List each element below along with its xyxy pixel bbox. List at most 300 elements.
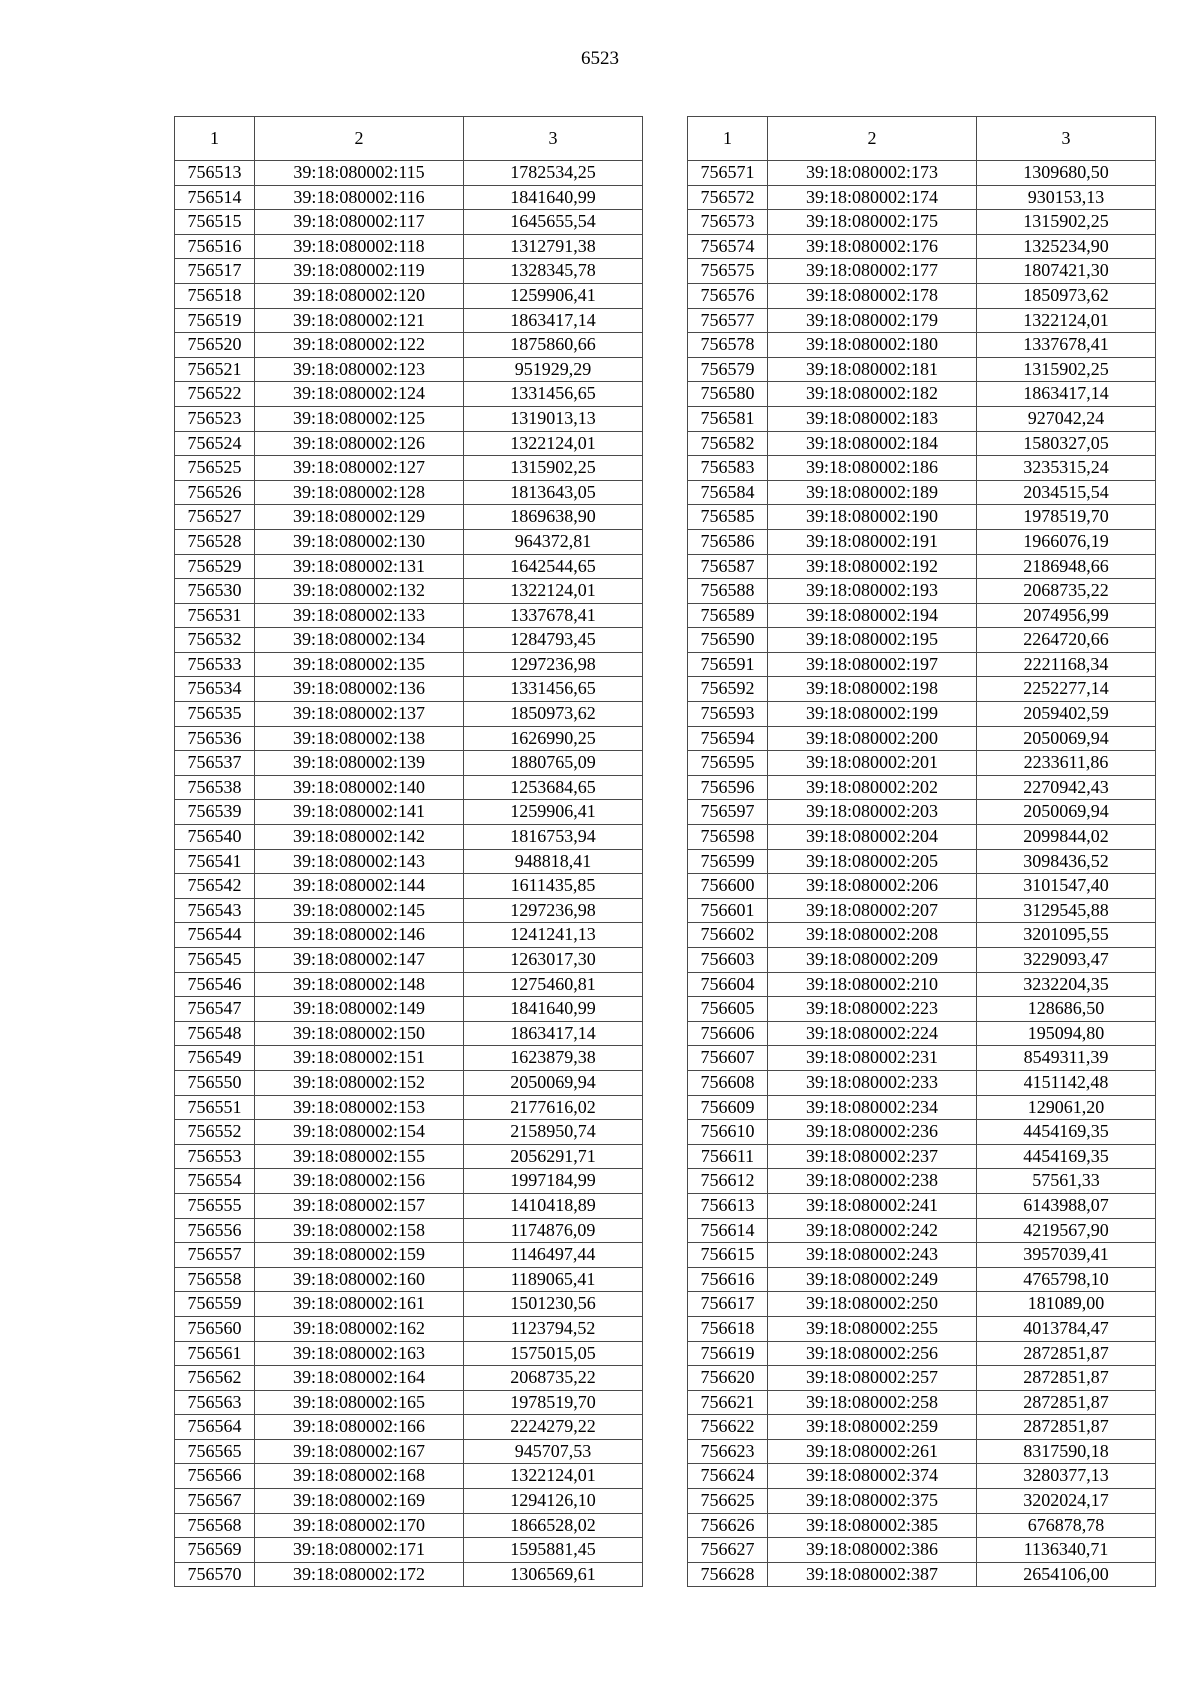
table-row: [175, 1439, 643, 1464]
row-number: 756609: [688, 1095, 768, 1120]
cadastral-number: 39:18:080002:170: [255, 1513, 464, 1538]
cadastral-number: 39:18:080002:209: [768, 948, 977, 973]
table-row: [688, 1095, 1156, 1120]
row-number: 756599: [688, 849, 768, 874]
cadastral-number: 39:18:080002:243: [768, 1243, 977, 1268]
cadastral-value: 1322124,01: [977, 308, 1156, 333]
cadastral-number: 39:18:080002:194: [768, 603, 977, 628]
table-row: [175, 1292, 643, 1317]
row-number: 756557: [175, 1243, 255, 1268]
table-row: [175, 1046, 643, 1071]
table-row: [175, 1267, 643, 1292]
cadastral-number: 39:18:080002:172: [255, 1562, 464, 1587]
table-row: [175, 161, 643, 186]
cadastral-value: 1595881,45: [464, 1538, 643, 1563]
cadastral-value: 8549311,39: [977, 1046, 1156, 1071]
table-row: [688, 1120, 1156, 1145]
cadastral-number: 39:18:080002:186: [768, 456, 977, 481]
table-row: [688, 726, 1156, 751]
table-row: [688, 406, 1156, 431]
row-number: 756577: [688, 308, 768, 333]
table-row: [688, 456, 1156, 481]
cadastral-number: 39:18:080002:135: [255, 652, 464, 677]
cadastral-value: 4151142,48: [977, 1070, 1156, 1095]
cadastral-number: 39:18:080002:117: [255, 210, 464, 235]
cadastral-value: 1410418,89: [464, 1193, 643, 1218]
cadastral-value: 1626990,25: [464, 726, 643, 751]
table-row: [175, 849, 643, 874]
cadastral-value: 3232204,35: [977, 972, 1156, 997]
row-number: 756587: [688, 554, 768, 579]
table-row: [688, 1218, 1156, 1243]
cadastral-value: 1863417,14: [464, 1021, 643, 1046]
row-number: 756563: [175, 1390, 255, 1415]
table-header: [175, 117, 643, 161]
cadastral-number: 39:18:080002:122: [255, 333, 464, 358]
row-number: 756551: [175, 1095, 255, 1120]
table-row: [688, 1316, 1156, 1341]
table-row: [175, 431, 643, 456]
row-number: 756591: [688, 652, 768, 677]
cadastral-number: 39:18:080002:208: [768, 923, 977, 948]
table-row: [175, 480, 643, 505]
cadastral-value: 1322124,01: [464, 431, 643, 456]
cadastral-number: 39:18:080002:197: [768, 652, 977, 677]
table-row: [688, 923, 1156, 948]
table-row: [688, 1390, 1156, 1415]
cadastral-value: 1294126,10: [464, 1489, 643, 1514]
table-row: [175, 825, 643, 850]
cadastral-number: 39:18:080002:210: [768, 972, 977, 997]
cadastral-value: 1866528,02: [464, 1513, 643, 1538]
table-row: [175, 259, 643, 284]
cadastral-number: 39:18:080002:238: [768, 1169, 977, 1194]
cadastral-number: 39:18:080002:133: [255, 603, 464, 628]
cadastral-value: 3201095,55: [977, 923, 1156, 948]
cadastral-number: 39:18:080002:249: [768, 1267, 977, 1292]
cadastral-value: 1816753,94: [464, 825, 643, 850]
page-number: 6523: [581, 48, 619, 69]
row-number: 756613: [688, 1193, 768, 1218]
cadastral-number: 39:18:080002:132: [255, 579, 464, 604]
cadastral-number: 39:18:080002:204: [768, 825, 977, 850]
table-row: [688, 775, 1156, 800]
cadastral-value: 1623879,38: [464, 1046, 643, 1071]
cadastral-value: 1880765,09: [464, 751, 643, 776]
cadastral-value: 2056291,71: [464, 1144, 643, 1169]
row-number: 756576: [688, 283, 768, 308]
header-col-2: 2: [255, 117, 464, 161]
row-number: 756592: [688, 677, 768, 702]
cadastral-number: 39:18:080002:125: [255, 406, 464, 431]
row-number: 756575: [688, 259, 768, 284]
cadastral-value: 2158950,74: [464, 1120, 643, 1145]
cadastral-number: 39:18:080002:123: [255, 357, 464, 382]
cadastral-value: 2233611,86: [977, 751, 1156, 776]
row-number: 756514: [175, 185, 255, 210]
cadastral-number: 39:18:080002:190: [768, 505, 977, 530]
cadastral-number: 39:18:080002:158: [255, 1218, 464, 1243]
cadastral-number: 39:18:080002:161: [255, 1292, 464, 1317]
cadastral-value: 1322124,01: [464, 579, 643, 604]
table-row: [175, 1390, 643, 1415]
table-row: [688, 898, 1156, 923]
cadastral-value: 3202024,17: [977, 1489, 1156, 1514]
row-number: 756549: [175, 1046, 255, 1071]
table-row: [688, 480, 1156, 505]
table-row: [688, 1169, 1156, 1194]
table-row: [175, 1243, 643, 1268]
cadastral-number: 39:18:080002:142: [255, 825, 464, 850]
table-row: [688, 1267, 1156, 1292]
row-number: 756617: [688, 1292, 768, 1317]
cadastral-value: 1319013,13: [464, 406, 643, 431]
cadastral-value: 1966076,19: [977, 529, 1156, 554]
row-number: 756568: [175, 1513, 255, 1538]
table-row: [175, 1120, 643, 1145]
cadastral-number: 39:18:080002:128: [255, 480, 464, 505]
cadastral-value: 2654106,00: [977, 1562, 1156, 1587]
row-number: 756542: [175, 874, 255, 899]
row-number: 756552: [175, 1120, 255, 1145]
cadastral-number: 39:18:080002:259: [768, 1415, 977, 1440]
header-col-1: 1: [688, 117, 768, 161]
table-row: [688, 1021, 1156, 1046]
table-row: [688, 357, 1156, 382]
cadastral-value: 1863417,14: [464, 308, 643, 333]
cadastral-number: 39:18:080002:180: [768, 333, 977, 358]
row-number: 756555: [175, 1193, 255, 1218]
cadastral-number: 39:18:080002:167: [255, 1439, 464, 1464]
cadastral-value: 1813643,05: [464, 480, 643, 505]
cadastral-value: 1841640,99: [464, 185, 643, 210]
cadastral-number: 39:18:080002:231: [768, 1046, 977, 1071]
cadastral-value: 2872851,87: [977, 1390, 1156, 1415]
row-number: 756628: [688, 1562, 768, 1587]
table-row: [688, 603, 1156, 628]
cadastral-value: 1241241,13: [464, 923, 643, 948]
header-col-3: 3: [977, 117, 1156, 161]
row-number: 756595: [688, 751, 768, 776]
cadastral-number: 39:18:080002:131: [255, 554, 464, 579]
cadastral-value: 4013784,47: [977, 1316, 1156, 1341]
cadastral-value: 2872851,87: [977, 1341, 1156, 1366]
row-number: 756624: [688, 1464, 768, 1489]
table-row: [175, 726, 643, 751]
row-number: 756620: [688, 1366, 768, 1391]
cadastral-value: 2270942,43: [977, 775, 1156, 800]
table-row: [175, 775, 643, 800]
row-number: 756532: [175, 628, 255, 653]
row-number: 756531: [175, 603, 255, 628]
cadastral-value: 1284793,45: [464, 628, 643, 653]
row-number: 756565: [175, 1439, 255, 1464]
cadastral-table-left: [174, 116, 643, 1587]
table-row: [175, 1193, 643, 1218]
table-row: [688, 185, 1156, 210]
cadastral-value: 1297236,98: [464, 652, 643, 677]
cadastral-number: 39:18:080002:140: [255, 775, 464, 800]
cadastral-number: 39:18:080002:152: [255, 1070, 464, 1095]
table-row: [175, 333, 643, 358]
table-row: [688, 652, 1156, 677]
table-row: [688, 210, 1156, 235]
row-number: 756601: [688, 898, 768, 923]
table-row: [688, 702, 1156, 727]
cadastral-value: 948818,41: [464, 849, 643, 874]
row-number: 756537: [175, 751, 255, 776]
row-number: 756526: [175, 480, 255, 505]
row-number: 756567: [175, 1489, 255, 1514]
cadastral-number: 39:18:080002:256: [768, 1341, 977, 1366]
table-row: [175, 1562, 643, 1587]
table-row: [175, 308, 643, 333]
cadastral-number: 39:18:080002:146: [255, 923, 464, 948]
cadastral-number: 39:18:080002:149: [255, 997, 464, 1022]
cadastral-number: 39:18:080002:156: [255, 1169, 464, 1194]
cadastral-number: 39:18:080002:137: [255, 702, 464, 727]
row-number: 756604: [688, 972, 768, 997]
table-row: [175, 185, 643, 210]
cadastral-number: 39:18:080002:206: [768, 874, 977, 899]
table-row: [688, 677, 1156, 702]
cadastral-value: 2224279,22: [464, 1415, 643, 1440]
table-row: [688, 997, 1156, 1022]
row-number: 756578: [688, 333, 768, 358]
cadastral-number: 39:18:080002:201: [768, 751, 977, 776]
row-number: 756559: [175, 1292, 255, 1317]
table-row: [688, 1046, 1156, 1071]
table-row: [175, 1144, 643, 1169]
table-row: [175, 1021, 643, 1046]
cadastral-number: 39:18:080002:166: [255, 1415, 464, 1440]
cadastral-value: 1869638,90: [464, 505, 643, 530]
cadastral-value: 1315902,25: [977, 357, 1156, 382]
table-row: [175, 554, 643, 579]
header-col-2: 2: [768, 117, 977, 161]
cadastral-number: 39:18:080002:200: [768, 726, 977, 751]
cadastral-number: 39:18:080002:145: [255, 898, 464, 923]
cadastral-value: 2177616,02: [464, 1095, 643, 1120]
cadastral-number: 39:18:080002:116: [255, 185, 464, 210]
cadastral-value: 2034515,54: [977, 480, 1156, 505]
row-number: 756528: [175, 529, 255, 554]
table-row: [175, 1464, 643, 1489]
table-row: [688, 259, 1156, 284]
cadastral-value: 1850973,62: [464, 702, 643, 727]
row-number: 756525: [175, 456, 255, 481]
cadastral-value: 1337678,41: [977, 333, 1156, 358]
cadastral-value: 181089,00: [977, 1292, 1156, 1317]
table-row: [175, 234, 643, 259]
row-number: 756541: [175, 849, 255, 874]
cadastral-value: 1501230,56: [464, 1292, 643, 1317]
row-number: 756621: [688, 1390, 768, 1415]
row-number: 756573: [688, 210, 768, 235]
table-row: [688, 161, 1156, 186]
cadastral-number: 39:18:080002:181: [768, 357, 977, 382]
cadastral-value: 1146497,44: [464, 1243, 643, 1268]
row-number: 756540: [175, 825, 255, 850]
table-row: [175, 456, 643, 481]
cadastral-value: 1189065,41: [464, 1267, 643, 1292]
cadastral-value: 676878,78: [977, 1513, 1156, 1538]
row-number: 756529: [175, 554, 255, 579]
cadastral-number: 39:18:080002:183: [768, 406, 977, 431]
cadastral-number: 39:18:080002:223: [768, 997, 977, 1022]
cadastral-number: 39:18:080002:147: [255, 948, 464, 973]
cadastral-number: 39:18:080002:242: [768, 1218, 977, 1243]
row-number: 756600: [688, 874, 768, 899]
table-row: [175, 1341, 643, 1366]
cadastral-number: 39:18:080002:205: [768, 849, 977, 874]
row-number: 756594: [688, 726, 768, 751]
cadastral-number: 39:18:080002:143: [255, 849, 464, 874]
cadastral-number: 39:18:080002:233: [768, 1070, 977, 1095]
cadastral-number: 39:18:080002:177: [768, 259, 977, 284]
cadastral-value: 1328345,78: [464, 259, 643, 284]
row-number: 756581: [688, 406, 768, 431]
cadastral-value: 1978519,70: [977, 505, 1156, 530]
cadastral-value: 6143988,07: [977, 1193, 1156, 1218]
row-number: 756579: [688, 357, 768, 382]
cadastral-number: 39:18:080002:148: [255, 972, 464, 997]
table-row: [688, 800, 1156, 825]
row-number: 756554: [175, 1169, 255, 1194]
row-number: 756580: [688, 382, 768, 407]
cadastral-value: 1136340,71: [977, 1538, 1156, 1563]
table-row: [688, 1144, 1156, 1169]
table-row: [175, 1070, 643, 1095]
cadastral-value: 1580327,05: [977, 431, 1156, 456]
cadastral-value: 951929,29: [464, 357, 643, 382]
table-row: [688, 554, 1156, 579]
row-number: 756547: [175, 997, 255, 1022]
cadastral-value: 2872851,87: [977, 1366, 1156, 1391]
cadastral-number: 39:18:080002:121: [255, 308, 464, 333]
cadastral-value: 4765798,10: [977, 1267, 1156, 1292]
cadastral-number: 39:18:080002:164: [255, 1366, 464, 1391]
cadastral-number: 39:18:080002:151: [255, 1046, 464, 1071]
cadastral-number: 39:18:080002:165: [255, 1390, 464, 1415]
cadastral-value: 2872851,87: [977, 1415, 1156, 1440]
cadastral-value: 2068735,22: [977, 579, 1156, 604]
row-number: 756610: [688, 1120, 768, 1145]
cadastral-number: 39:18:080002:144: [255, 874, 464, 899]
cadastral-number: 39:18:080002:179: [768, 308, 977, 333]
cadastral-number: 39:18:080002:136: [255, 677, 464, 702]
row-number: 756523: [175, 406, 255, 431]
row-number: 756522: [175, 382, 255, 407]
cadastral-number: 39:18:080002:126: [255, 431, 464, 456]
cadastral-value: 1309680,50: [977, 161, 1156, 186]
table-row: [688, 382, 1156, 407]
table-row: [688, 283, 1156, 308]
table-row: [688, 1489, 1156, 1514]
table-row: [175, 382, 643, 407]
row-number: 756596: [688, 775, 768, 800]
cadastral-number: 39:18:080002:162: [255, 1316, 464, 1341]
table-row: [175, 603, 643, 628]
cadastral-value: 2050069,94: [977, 726, 1156, 751]
cadastral-number: 39:18:080002:199: [768, 702, 977, 727]
row-number: 756589: [688, 603, 768, 628]
cadastral-number: 39:18:080002:374: [768, 1464, 977, 1489]
table-row: [688, 505, 1156, 530]
cadastral-number: 39:18:080002:387: [768, 1562, 977, 1587]
row-number: 756627: [688, 1538, 768, 1563]
row-number: 756570: [175, 1562, 255, 1587]
cadastral-number: 39:18:080002:129: [255, 505, 464, 530]
cadastral-value: 2050069,94: [464, 1070, 643, 1095]
cadastral-number: 39:18:080002:115: [255, 161, 464, 186]
cadastral-number: 39:18:080002:150: [255, 1021, 464, 1046]
table-row: [175, 1316, 643, 1341]
table-row: [175, 972, 643, 997]
cadastral-number: 39:18:080002:191: [768, 529, 977, 554]
table-row: [688, 628, 1156, 653]
row-number: 756593: [688, 702, 768, 727]
cadastral-value: 1331456,65: [464, 382, 643, 407]
row-number: 756556: [175, 1218, 255, 1243]
table-row: [688, 1513, 1156, 1538]
cadastral-number: 39:18:080002:139: [255, 751, 464, 776]
cadastral-number: 39:18:080002:174: [768, 185, 977, 210]
cadastral-number: 39:18:080002:138: [255, 726, 464, 751]
table-row: [175, 579, 643, 604]
table-row: [175, 1218, 643, 1243]
row-number: 756543: [175, 898, 255, 923]
cadastral-number: 39:18:080002:124: [255, 382, 464, 407]
table-row: [688, 751, 1156, 776]
cadastral-number: 39:18:080002:241: [768, 1193, 977, 1218]
cadastral-value: 1312791,38: [464, 234, 643, 259]
table-row: [688, 1366, 1156, 1391]
cadastral-number: 39:18:080002:154: [255, 1120, 464, 1145]
cadastral-number: 39:18:080002:130: [255, 529, 464, 554]
table-row: [175, 1489, 643, 1514]
cadastral-number: 39:18:080002:153: [255, 1095, 464, 1120]
cadastral-number: 39:18:080002:159: [255, 1243, 464, 1268]
table-row: [688, 849, 1156, 874]
row-number: 756550: [175, 1070, 255, 1095]
row-number: 756572: [688, 185, 768, 210]
table-row: [175, 1095, 643, 1120]
table-row: [688, 1193, 1156, 1218]
cadastral-number: 39:18:080002:157: [255, 1193, 464, 1218]
table-row: [175, 800, 643, 825]
cadastral-number: 39:18:080002:224: [768, 1021, 977, 1046]
cadastral-value: 1259906,41: [464, 800, 643, 825]
table-row: [688, 1464, 1156, 1489]
cadastral-number: 39:18:080002:189: [768, 480, 977, 505]
header-col-3: 3: [464, 117, 643, 161]
table-row: [175, 1366, 643, 1391]
cadastral-value: 1841640,99: [464, 997, 643, 1022]
table-row: [688, 1439, 1156, 1464]
cadastral-number: 39:18:080002:386: [768, 1538, 977, 1563]
cadastral-value: 945707,53: [464, 1439, 643, 1464]
cadastral-value: 1253684,65: [464, 775, 643, 800]
cadastral-number: 39:18:080002:155: [255, 1144, 464, 1169]
row-number: 756569: [175, 1538, 255, 1563]
cadastral-value: 1807421,30: [977, 259, 1156, 284]
cadastral-value: 195094,80: [977, 1021, 1156, 1046]
header-col-1: 1: [175, 117, 255, 161]
cadastral-number: 39:18:080002:261: [768, 1439, 977, 1464]
cadastral-number: 39:18:080002:173: [768, 161, 977, 186]
row-number: 756544: [175, 923, 255, 948]
